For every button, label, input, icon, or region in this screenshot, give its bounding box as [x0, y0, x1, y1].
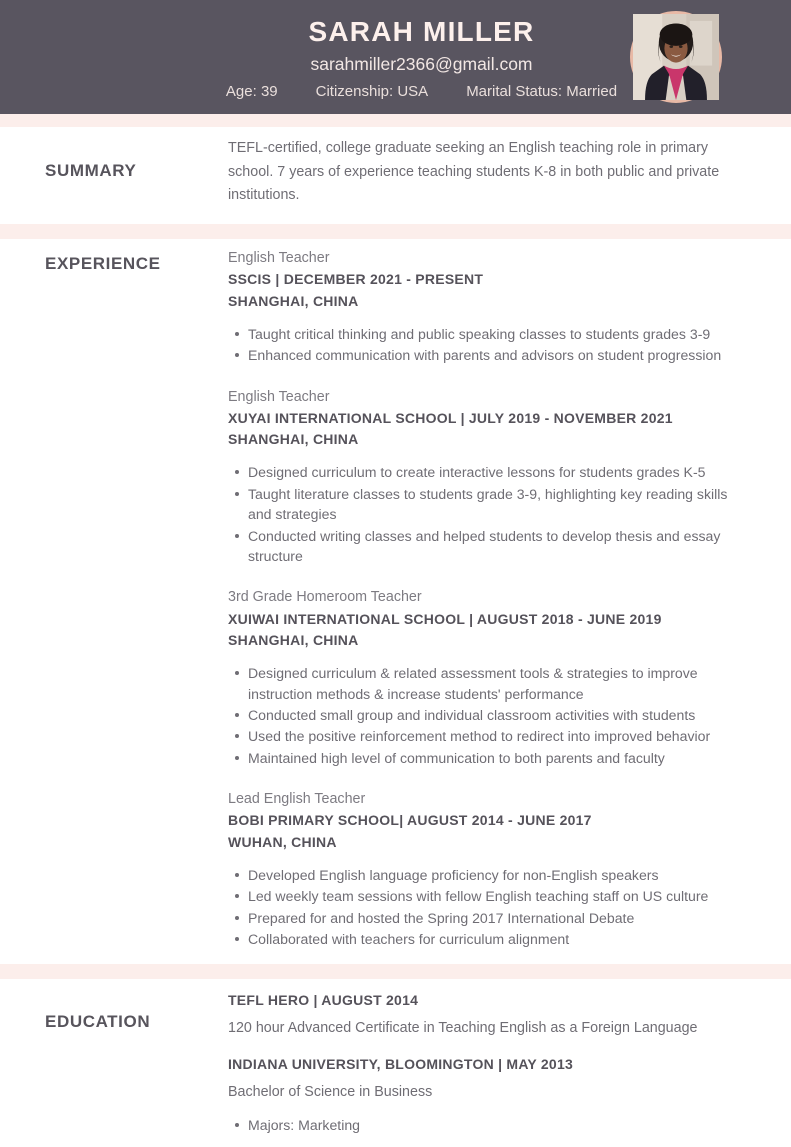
list-item: Used the positive reinforcement method to redirect into improved behavior	[228, 726, 731, 746]
list-item: Maintained high level of communication to both parents and faculty	[228, 748, 731, 768]
education-bullet-list	[228, 1115, 731, 1135]
list-item: Prepared for and hosted the Spring 2017 International Debate	[228, 908, 731, 928]
experience-entry	[228, 586, 731, 768]
job-title: English Teacher	[228, 388, 330, 405]
education-organization: INDIANA UNIVERSITY, BLOOMINGTON | MAY 2013	[228, 1055, 574, 1072]
page-title: SARAH MILLER	[308, 15, 535, 47]
job-organization: XUIWAI INTERNATIONAL SCHOOL | AUGUST 2018 - JUNE 2019	[228, 610, 662, 627]
job-organization: SSCIS | DECEMBER 2021 - PRESENT	[228, 271, 484, 288]
list-item: Taught critical thinking and public speaking classes to students grades 3-9	[228, 324, 731, 344]
list-item: Majors: Marketing	[228, 1115, 731, 1135]
divider-band-education	[0, 964, 791, 979]
list-item: Designed curriculum & related assessment tools & strategies to improve instruction methods & increase students' performance	[228, 663, 731, 704]
job-title: English Teacher	[228, 250, 330, 267]
job-location: SHANGHAI, CHINA	[228, 431, 359, 448]
job-location: SHANGHAI, CHINA	[228, 631, 359, 648]
experience-entry	[228, 386, 731, 567]
education-organization: TEFL HERO | AUGUST 2014	[228, 991, 419, 1008]
meta-age: Age: 39	[225, 83, 278, 101]
experience-body	[228, 247, 751, 954]
job-organization: BOBI PRIMARY SCHOOL| AUGUST 2014 - JUNE 2017	[228, 812, 592, 829]
summary-text: TEFL-certified, college graduate seeking an English teaching role in primary school. 7 years of experience teaching students K-8 in both public and private institutions.	[228, 140, 720, 204]
experience-entry	[228, 247, 731, 366]
list-item: Conducted writing classes and helped students to develop thesis and essay structure	[228, 526, 731, 567]
section-label-education: EDUCATION	[45, 1011, 151, 1031]
job-organization: XUYAI INTERNATIONAL SCHOOL | JULY 2019 - NOVEMBER 2021	[228, 409, 673, 426]
job-title: Lead English Teacher	[228, 791, 366, 808]
email-address: sarahmiller2366@gmail.com	[310, 53, 533, 74]
list-item: Taught literature classes to students grade 3-9, highlighting key reading skills and strategies	[228, 484, 731, 525]
divider-band-experience	[0, 224, 791, 239]
section-summary	[0, 127, 791, 224]
portrait-photo-icon	[633, 14, 719, 100]
education-entry	[228, 1054, 731, 1136]
list-item: Developed English language proficiency for non-English speakers	[228, 865, 731, 885]
meta-marital-status: Marital Status: Married	[466, 83, 618, 101]
job-location: SHANGHAI, CHINA	[228, 292, 359, 309]
list-item: Collaborated with teachers for curriculum alignment	[228, 929, 731, 949]
list-item: Enhanced communication with parents and advisors on student progression	[228, 345, 731, 365]
summary-body	[228, 137, 751, 208]
job-location: WUHAN, CHINA	[228, 833, 337, 850]
job-bullet-list	[228, 462, 731, 566]
section-label-summary: SUMMARY	[45, 161, 137, 180]
job-bullet-list	[228, 663, 731, 768]
resume-header	[0, 0, 791, 114]
section-education	[0, 979, 791, 1147]
list-item: Designed curriculum to create interactive lessons for students grades K-5	[228, 462, 731, 482]
education-detail: Bachelor of Science in Business	[228, 1083, 433, 1100]
job-title: 3rd Grade Homeroom Teacher	[228, 589, 422, 606]
avatar	[630, 11, 722, 103]
experience-entry	[228, 788, 731, 949]
job-bullet-list	[228, 324, 731, 366]
list-item: Led weekly team sessions with fellow English teaching staff on US culture	[228, 886, 731, 906]
education-entry	[228, 990, 731, 1040]
divider-band-header	[0, 114, 791, 127]
education-detail: 120 hour Advanced Certificate in Teaching English as a Foreign Language	[228, 1019, 698, 1036]
section-experience	[0, 239, 791, 964]
section-label-experience: EXPERIENCE	[45, 254, 161, 274]
education-body	[228, 990, 751, 1137]
list-item: Conducted small group and individual classroom activities with students	[228, 705, 731, 725]
job-bullet-list	[228, 865, 731, 950]
meta-citizenship: Citizenship: USA	[315, 83, 429, 101]
